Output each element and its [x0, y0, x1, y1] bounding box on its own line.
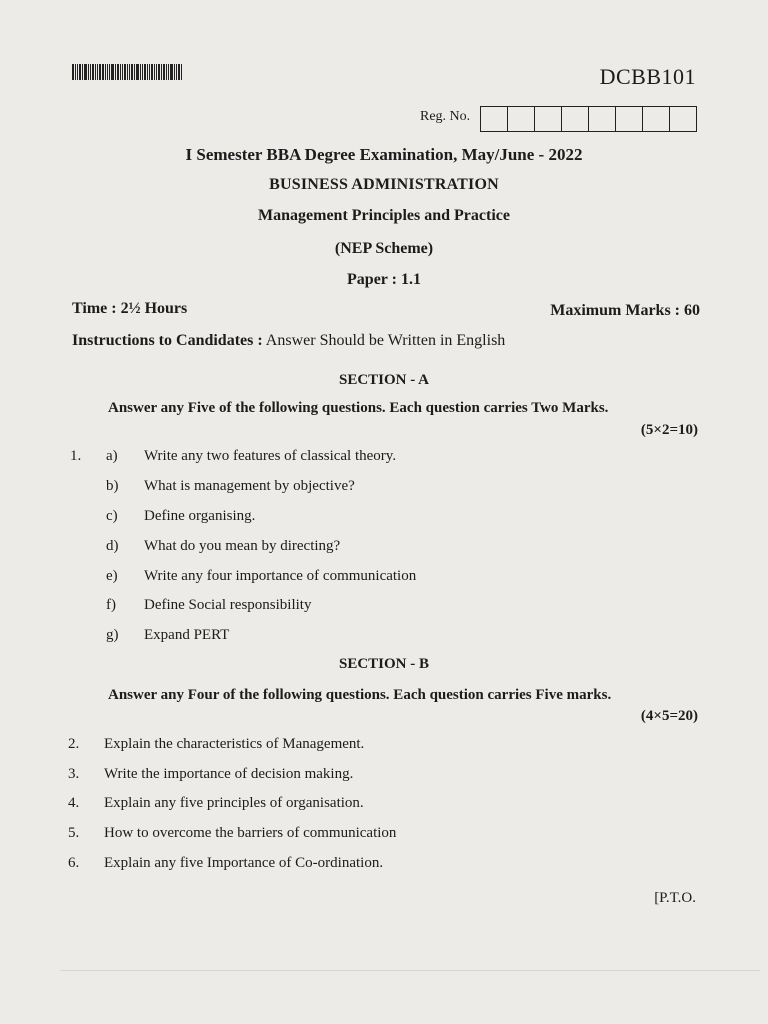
paper-code: DCBB101: [599, 64, 696, 89]
sub-question-text: Define organising.: [144, 508, 256, 524]
instructions-line: [72, 332, 505, 350]
instructions-text: Answer Should be Written in English: [262, 332, 506, 349]
sub-question-label: d): [106, 538, 119, 554]
sub-question: [106, 627, 229, 644]
sub-question: [106, 478, 355, 495]
question-text: Explain any five Importance of Co-ordination.: [104, 855, 384, 871]
section-a-instruction: Answer any Five of the following questions. Each question carries Two Marks.: [108, 400, 609, 416]
question-number: 5.: [68, 825, 80, 841]
sub-question-text: Write any four importance of communication: [144, 568, 417, 584]
question-text: How to overcome the barriers of communication: [104, 825, 397, 841]
sub-question: [106, 538, 340, 555]
sub-question: [106, 597, 311, 614]
sub-question: [106, 568, 416, 585]
sub-question-label: a): [106, 448, 118, 464]
question-text: Write the importance of decision making.: [104, 766, 354, 782]
reg-no-box: [589, 107, 616, 131]
reg-no-box: [562, 107, 589, 131]
max-marks-label: Maximum Marks : 60: [550, 302, 700, 319]
pto-label: [P.T.O.: [654, 890, 696, 906]
sub-question-label: f): [106, 597, 116, 613]
instructions-label: Instructions to Candidates :: [72, 332, 263, 349]
question-text: Explain any five principles of organisation.: [104, 795, 364, 811]
reg-no-box: [670, 107, 696, 131]
question-item: [68, 736, 364, 753]
sub-question: [106, 448, 396, 465]
exam-title: I Semester BBA Degree Examination, May/June - 2022: [185, 145, 583, 164]
sub-question-text: Define Social responsibility: [144, 597, 312, 613]
sub-question-text: Expand PERT: [144, 627, 230, 643]
section-b-marks: (4×5=20): [640, 708, 698, 724]
time-label: Time : 2½ Hours: [72, 300, 188, 317]
sub-question-text: What do you mean by directing?: [144, 538, 341, 554]
section-a-heading: SECTION - A: [338, 372, 430, 388]
paper-number: Paper : 1.1: [347, 271, 421, 288]
question-text: Explain the characteristics of Management.: [104, 736, 365, 752]
reg-no-box: [535, 107, 562, 131]
sub-question-label: b): [106, 478, 119, 494]
question-item: [68, 855, 383, 872]
barcode-image: [72, 64, 194, 80]
reg-no-box: [616, 107, 643, 131]
subject-title: BUSINESS ADMINISTRATION: [269, 176, 499, 193]
question-number: 2.: [68, 736, 80, 752]
reg-no-box: [481, 107, 508, 131]
sub-question-label: e): [106, 568, 118, 584]
question-item: [68, 825, 396, 842]
section-b-heading: SECTION - B: [338, 656, 430, 672]
course-title: Management Principles and Practice: [258, 207, 510, 224]
question-item: [68, 795, 364, 812]
section-b-instruction: Answer any Four of the following questions. Each question carries Five marks.: [108, 687, 612, 703]
question-1-number: 1.: [70, 448, 82, 464]
sub-question: [106, 508, 255, 525]
scan-divider: [60, 970, 760, 971]
scheme-label: (NEP Scheme): [334, 240, 434, 257]
question-number: 6.: [68, 855, 80, 871]
reg-no-boxes: [480, 106, 697, 132]
question-number: 4.: [68, 795, 80, 811]
reg-no-box: [508, 107, 535, 131]
sub-question-label: g): [106, 627, 119, 643]
reg-no-label: Reg. No.: [420, 109, 471, 124]
reg-no-box: [643, 107, 670, 131]
question-number: 3.: [68, 766, 80, 782]
sub-question-label: c): [106, 508, 118, 524]
sub-question-text: Write any two features of classical theory.: [144, 448, 397, 464]
section-a-marks: (5×2=10): [640, 422, 698, 438]
question-item: [68, 766, 353, 783]
sub-question-text: What is management by objective?: [144, 478, 355, 494]
